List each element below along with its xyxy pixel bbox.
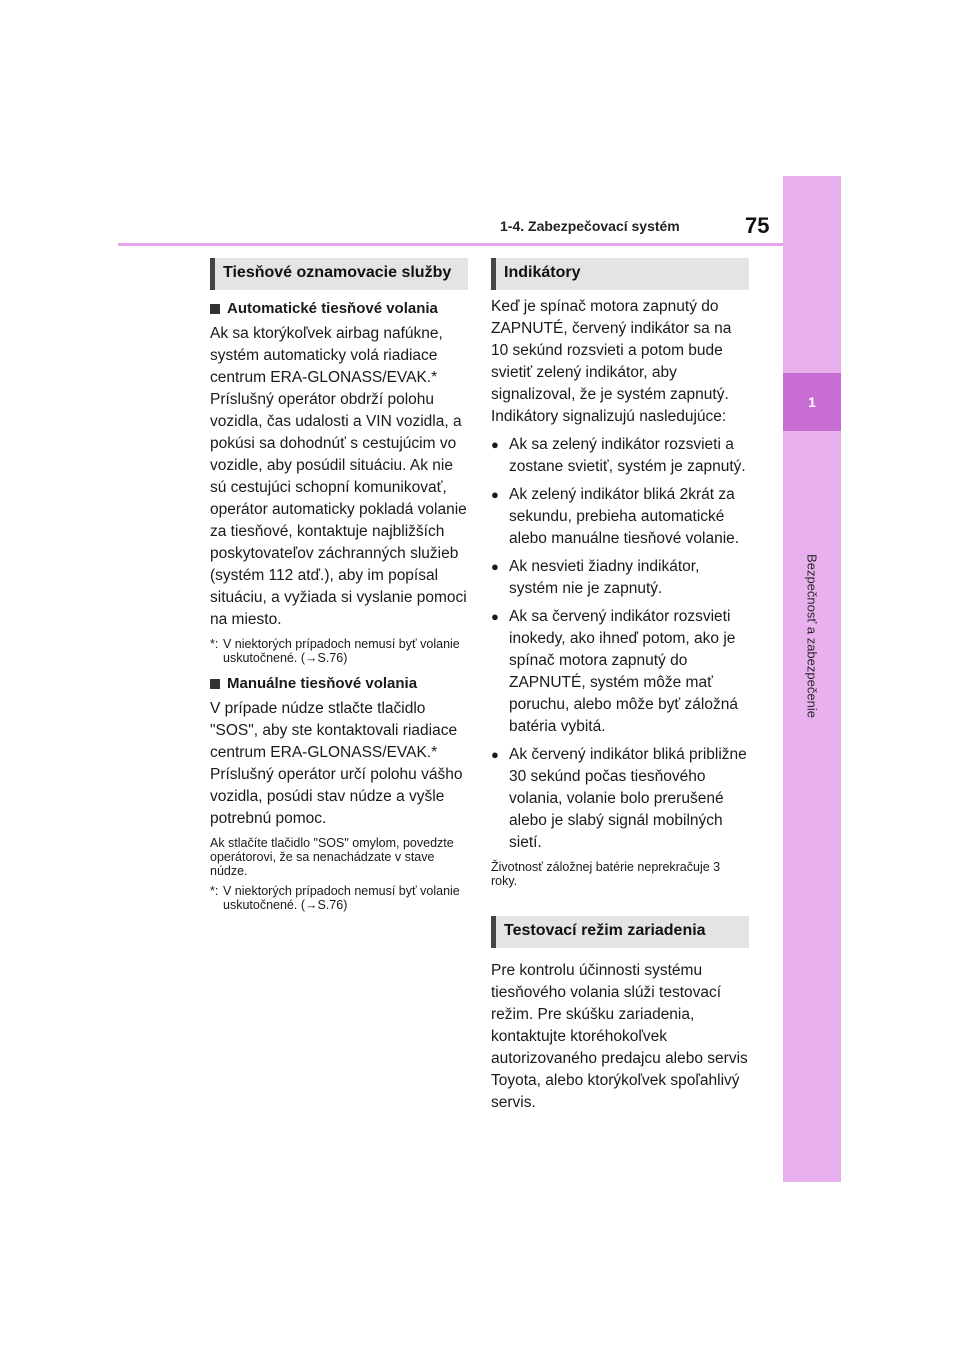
right-column	[491, 258, 749, 1114]
footnote-text: V niektorých prípadoch nemusí byť volanie uskutočnené. (→S.76)	[223, 637, 460, 665]
list-item: ● Ak nesvieti žiadny indikátor, systém nie je zapnutý.	[491, 556, 749, 600]
paragraph-indicators-intro: Keď je spínač motora zapnutý do ZAPNUTÉ, červený indikátor sa na 10 sekúnd rozsvieti a potom bude svietiť zelený indikátor, aby signalizoval, že je systém zapnutý. Indikátory signalizujú nasledujúce:	[491, 298, 732, 425]
square-bullet-icon	[210, 679, 220, 689]
list-item: ● Ak zelený indikátor bliká 2krát za sekundu, prebieha automatické alebo manuálne tiesňové volanie.	[491, 484, 749, 550]
round-bullet-icon: ●	[491, 559, 499, 574]
footnote	[210, 637, 468, 665]
section-heading-test-mode: Testovací režim zariadenia	[491, 916, 749, 948]
page-number: 75	[745, 213, 770, 238]
note-accidental-sos: Ak stlačíte tlačidlo "SOS" omylom, povedzte operátorovi, že sa nenachádzate v stave núdze.	[210, 836, 454, 878]
footnote-text: V niektorých prípadoch nemusí byť volanie uskutočnené. (→S.76)	[223, 884, 460, 912]
footnote-mark: *:	[210, 637, 219, 651]
chapter-number: 1	[783, 373, 841, 431]
subheading-manual-calls	[210, 675, 468, 692]
list-item: ● Ak červený indikátor bliká približne 30 sekúnd počas tiesňového volania, volanie bolo prerušené alebo je slabý signál mobilných sietí.	[491, 744, 749, 854]
paragraph-test-mode: Pre kontrolu účinnosti systému tiesňového volania slúži testovací režim. Pre skúšku zariadenia, kontaktujte ktoréhokoľvek autorizovaného predajcu alebo servis Toyota, alebo ktorýkoľvek spoľahlivý servis.	[491, 962, 748, 1111]
round-bullet-icon: ●	[491, 487, 499, 502]
running-header: 1-4. Zabezpečovací systém	[500, 218, 680, 234]
list-item: ● Ak sa zelený indikátor rozsvieti a zostane svietiť, systém je zapnutý.	[491, 434, 749, 478]
subheading-text: Manuálne tiesňové volania	[227, 675, 418, 692]
header-rule	[118, 243, 783, 246]
paragraph-manual-calls: V prípade núdze stlačte tlačidlo "SOS", aby ste kontaktovali riadiace centrum ERA-GLONASS/EVAK.* Príslušný operátor určí polohu vášho vozidla, posúdi stav núdze a vyšle potrebnú pomoc.	[210, 700, 463, 827]
section-heading-emergency-services: Tiesňové oznamovacie služby	[210, 258, 468, 290]
indicator-list	[491, 434, 749, 854]
round-bullet-icon: ●	[491, 437, 499, 452]
subheading-text: Automatické tiesňové volania	[227, 300, 438, 317]
footnote-mark: *:	[210, 884, 219, 898]
round-bullet-icon: ●	[491, 609, 499, 624]
paragraph-automatic-calls: Ak sa ktorýkoľvek airbag nafúkne, systém automaticky volá riadiace centrum ERA-GLONASS/EVAK.* Príslušný operátor obdrží polohu vozidla, čas udalosti a VIN vozidla, a pokúsi sa dohodnúť s cestujúcim vo vozidle, aby posúdil situáciu. Ak nie sú cestujúci schopní komunikovať, operátor automaticky pokladá volanie za tiesňové, kontaktuje najbližších poskytovateľov záchranných služieb (systém 112 atď.), aby im popísal situáciu, a vyžiada si vyslanie pomoci na miesto.	[210, 325, 467, 628]
section-heading-indicators: Indikátory	[491, 258, 749, 290]
note-backup-battery: Životnosť záložnej batérie neprekračuje 3 roky.	[491, 860, 721, 888]
left-column	[210, 258, 468, 912]
square-bullet-icon	[210, 304, 220, 314]
chapter-title: Bezpečnosť a zabezpečenie	[804, 554, 820, 718]
round-bullet-icon: ●	[491, 747, 499, 762]
list-item: ● Ak sa červený indikátor rozsvieti inokedy, ako ihneď potom, ako je spínač motora zapnutý do ZAPNUTÉ, systém môže mať poruchu, alebo môže byť záložná batéria vybitá.	[491, 606, 749, 738]
footnote	[210, 884, 468, 912]
subheading-automatic-calls	[210, 300, 468, 317]
